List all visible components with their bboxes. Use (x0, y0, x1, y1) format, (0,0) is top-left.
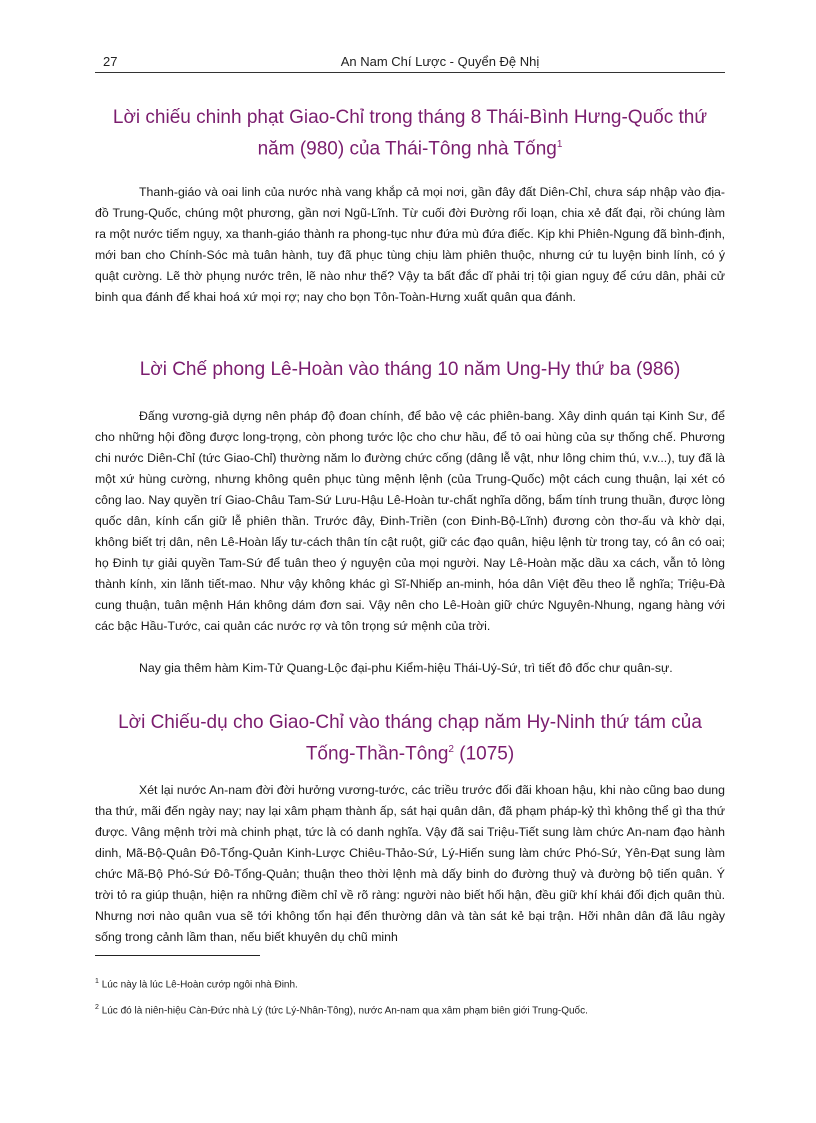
section-title-3-line1: Lời Chiếu-dụ cho Giao-Chỉ vào tháng chạp năm Hy-Ninh thứ tám của (118, 712, 702, 733)
page-header (95, 50, 725, 73)
page-number: 27 (103, 54, 118, 69)
footnote-ref-2[interactable]: 2 (448, 744, 454, 755)
section-title-1 (95, 104, 725, 162)
section-title-2-line1: Lời Chế phong Lê-Hoàn vào tháng 10 năm Ung-Hy thứ ba (986) (139, 359, 681, 380)
footnote-1 (95, 975, 725, 992)
running-title: An Nam Chí Lược - Quyển Đệ Nhị (340, 54, 540, 69)
section-title-2 (95, 356, 725, 383)
section-title-1-line2: năm (980) của Thái-Tông nhà Tống$^1$ (257, 138, 563, 160)
section-2-paragraph-1: Đấng vương-giả dựng nên pháp độ đoan chính, để bảo vệ các phiên-bang. Xây dinh quán tại Kinh Sư, để cho những hội đồng được long-trọng, còn phong tước lộc cho chư hầu, để tỏ oai hùng của sự thống chế. Phương chi nước Diên-Chỉ (tức Giao-Chỉ) thường năm lo đường chức cống (dâng lễ vật, như lông chim thú, v.v...), tuy đã là một xứ hùng cường, nhưng không quên phục tùng mệnh lệnh (của Trung-Quốc) một cách cung thuận, lại xét có công lao. Nay quyền trí Giao-Châu Tam-Sứ Lưu-Hậu Lê-Hoàn tư-chất nghĩa dõng, bẩm tính trung thuần, được lòng quốc dân, kính cẩn giữ lễ phiên thần. Trước đây, Đinh-Triền (con Đinh-Bộ-Lĩnh) đương còn thơ-ấu và khờ dại, không biết trị dân, nên Lê-Hoàn lấy tư-cách thân tín cật ruột, giữ các đạo quân, hiệu lệnh từ trong tay, có ân có oai; họ Đinh tự giải quyền Tam-Sứ để tuân theo ý nguyện của mọi người. Nay Lê-Hoàn mặc dầu xa cách, vẫn tỏ lòng thành kính, xin lãnh tiết-mao. Như vậy không khác gì Sĩ-Nhiếp an-minh, hóa dân Việt đều theo lễ nghĩa; Triệu-Đà cung thuận, tuân mệnh Hán không dám đơn sai. Vậy nên cho Lê-Hoàn giữ chức Nguyên-Nhung, ngang hàng với các bậc Hầu-Tước, cai quản các nước rợ và tôn trọng sứ mệnh của trời. (95, 409, 725, 633)
footnote-1-text: Lúc này là lúc Lê-Hoàn cướp ngôi nhà Đinh. (101, 979, 298, 991)
footnote-2-text: Lúc đó là niên-hiệu Càn-Đức nhà Lý (tức Lý-Nhân-Tông), nước An-nam qua xâm phạm biên giới Trung-Quốc. (101, 1005, 588, 1017)
footnote-2-mark: 2 (95, 1004, 99, 1011)
footnote-1-mark: 1 (95, 978, 99, 985)
section-1-paragraph: Thanh-giáo và oai linh của nước nhà vang khắp cả mọi nơi, gần đây đất Diên-Chỉ, chưa sáp nhập vào địa-đồ Trung-Quốc, chúng một phương, gần nơi Ngũ-Lĩnh. Từ cuối đời Đường rối loạn, chia xẻ đất đại, rồi chúng làm ra một nước tiếm ngụy, xa thanh-giáo thành ra phong-tục như đứa mù đứa điếc. Kịp khi Phiên-Ngung đã bình-định, mới ban cho Chính-Sóc mà tuân hành, tuy đã phục tùng chịu làm phiên thuộc, nhưng cứ tu luyện binh lính, có ý quật cường. Lẽ thờ phụng nước trên, lẽ nào như thế? Vậy ta bất đắc dĩ phải trị tội gian nguỵ để cứu dân, phải cử binh qua đánh để khai hoá xứ mọi rợ; nay cho bọn Tôn-Toàn-Hưng xuất quân qua đánh. (95, 185, 725, 304)
section-title-1-line1: Lời chiếu chinh phạt Giao-Chỉ trong tháng 8 Thái-Bình Hưng-Quốc thứ (112, 107, 708, 128)
section-2-paragraph-2: Nay gia thêm hàm Kim-Tử Quang-Lộc đại-phu Kiểm-hiệu Thái-Uý-Sứ, trì tiết đô đốc chư quân-sự. (139, 661, 673, 675)
section-title-3-line2: Tống-Thần-Tông$^2$ (1075) (305, 743, 515, 765)
section-title-3 (95, 709, 725, 767)
section-3-paragraph: Xét lại nước An-nam đời đời hưởng vương-tước, các triều trước đối đãi khoan hậu, khi nào cũng bao dung tha thứ, mãi đến ngày nay; nay lại xâm phạm thành ấp, sát hại quân dân, đã phạm pháp-kỷ thì không thể gì tha thứ được. Vâng mệnh trời mà chinh phạt, tức là có danh nghĩa. Vậy đã sai Triệu-Tiết sung làm chức An-nam đạo hành dinh, Mã-Bộ-Quân Đô-Tổng-Quản Kinh-Lược Chiêu-Thảo-Sứ, Lý-Hiến sung làm chức Phó-Sứ, Yên-Đạt sung làm chức Mã-Bộ Phó-Sứ Đô-Tổng-Quản; thuận theo thời lệnh mà dấy binh do đường thuỷ và đường bộ tiến quân. Ý trời tỏ ra giúp thuận, hiện ra những điềm chỉ về rõ ràng: người nào biết hối hận, đều giữ khí khái đối địch quân thù. Nhưng nơi nào quân vua sẽ tới không tổn hại đến thường dân và tàn sát kẻ bại trận. Hỡi nhân dân đã lâu ngày sống trong cảnh lầm than, nếu biết khuyên dụ chũ minh (95, 783, 725, 944)
footnote-ref-1[interactable]: 1 (556, 139, 563, 150)
footnote-2 (95, 1001, 725, 1018)
footnote-separator (95, 955, 260, 956)
